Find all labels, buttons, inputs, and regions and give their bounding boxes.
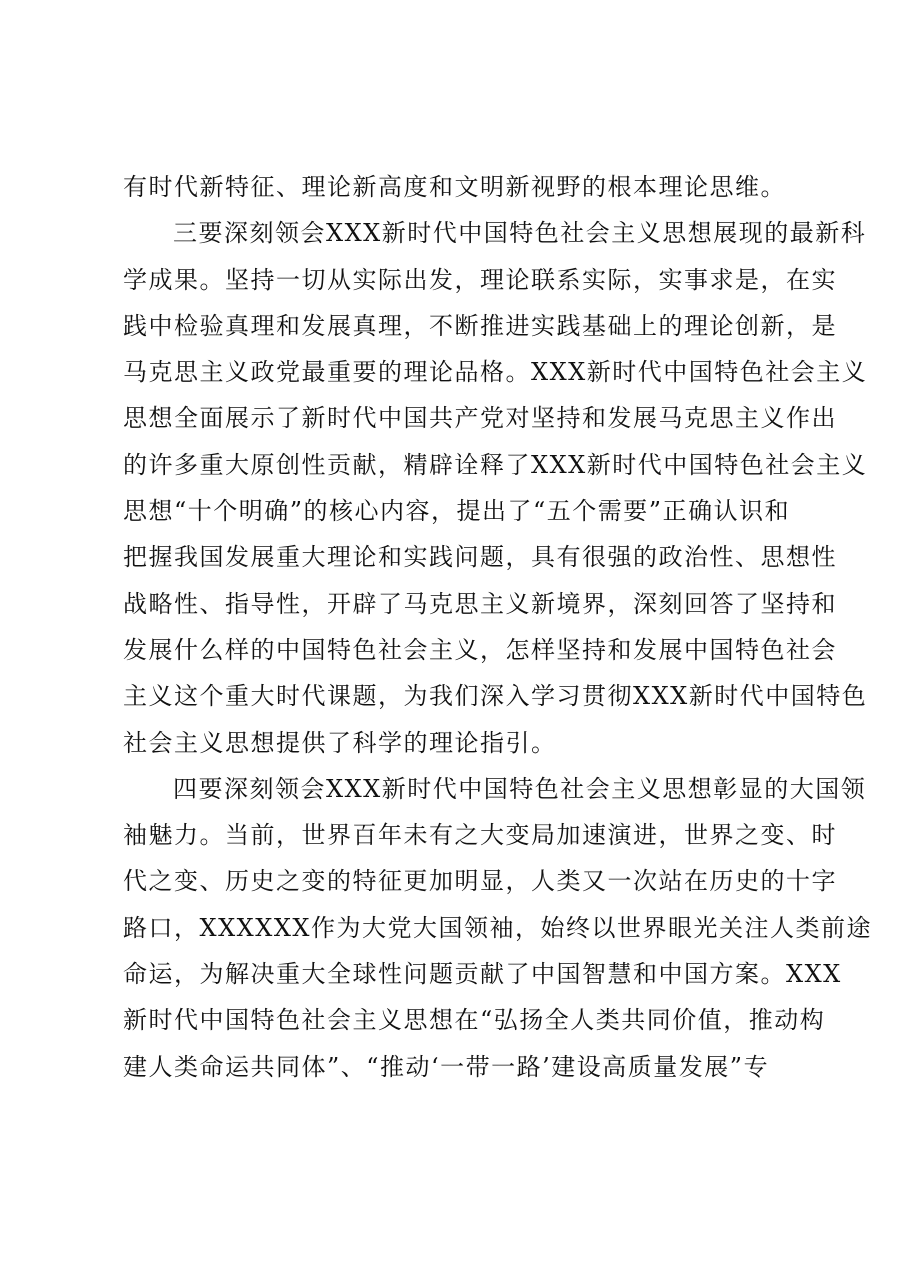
text-line: 命运，为解决重大全球性问题贡献了中国智慧和中国方案。XXX [123,960,842,989]
text-line: 战略性、指导性，开辟了马克思主义新境界，深刻回答了坚持和 [123,589,837,618]
document-body [123,164,873,1090]
paragraph-start-line: 四要深刻领会XXX新时代中国特色社会主义思想彰显的大国领 [173,774,867,803]
text-line: 有时代新特征、理论新高度和文明新视野的根本理论思维。 [123,173,786,201]
text-line: 把握我国发展重大理论和实践问题，具有很强的政治性、思想性 [123,543,837,572]
text-line: 社会主义思想提供了科学的理论指引。 [123,728,557,757]
text-line: 建人类命运共同体”、“推动‘一带一路’建设高质量发展”专 [123,1052,770,1081]
text-line: 路口，XXXXXX作为大党大国领袖，始终以世界眼光关注人类前途 [123,913,873,942]
text-line: 学成果。坚持一切从实际出发，理论联系实际，实事求是，在实 [123,265,837,294]
text-line: 马克思主义政党最重要的理论品格。XXX新时代中国特色社会主义 [123,358,868,387]
text-line: 代之变、历史之变的特征更加明显，人类又一次站在历史的十字 [123,867,837,896]
text-line: 思想“十个明确”的核心内容，提出了“五个需要”正确认识和 [123,497,791,526]
text-line: 思想全面展示了新时代中国共产党对坚持和发展马克思主义作出 [123,404,837,433]
text-line: 新时代中国特色社会主义思想在“弘扬全人类共同价值，推动构 [123,1006,826,1035]
text-line: 践中检验真理和发展真理，不断推进实践基础上的理论创新，是 [123,311,837,340]
text-line: 发展什么样的中国特色社会主义，怎样坚持和发展中国特色社会 [123,635,837,664]
text-line: 袖魅力。当前，世界百年未有之大变局加速演进，世界之变、时 [123,821,837,850]
text-line: 主义这个重大时代课题，为我们深入学习贯彻XXX新时代中国特色 [123,682,868,711]
paragraph-start-line: 三要深刻领会XXX新时代中国特色社会主义思想展现的最新科 [173,219,867,248]
text-line: 的许多重大原创性贡献，精辟诠释了XXX新时代中国特色社会主义 [123,450,868,479]
